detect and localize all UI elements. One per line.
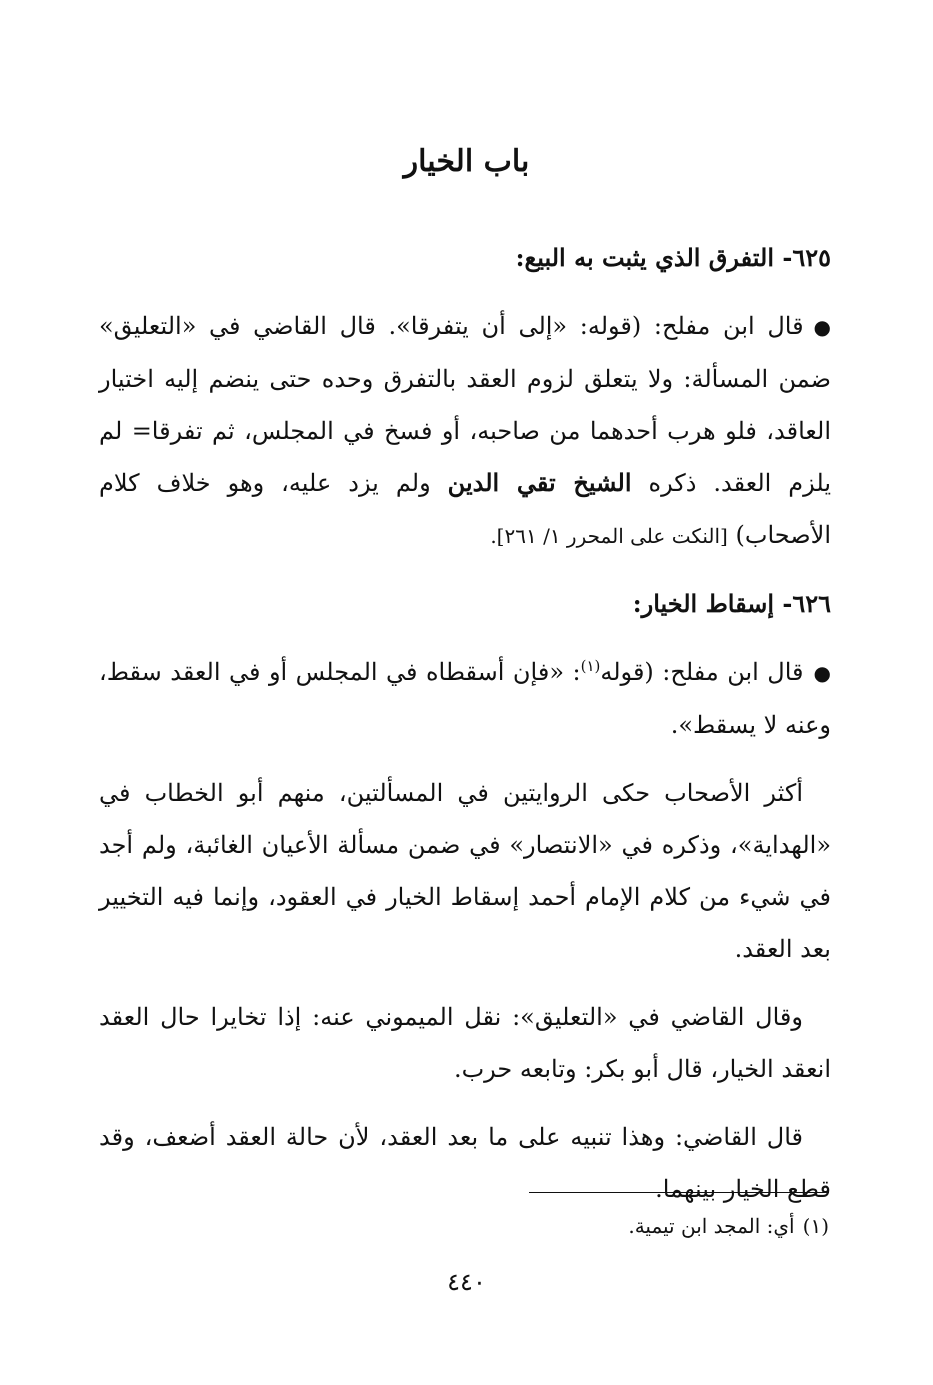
footnote-divider: [529, 1192, 829, 1193]
page-number: ٤٤٠: [447, 1268, 486, 1296]
sheikh-name: الشيخ تقي الدين: [447, 468, 632, 497]
paragraph-626-ashab: أكثر الأصحاب حكى الروايتين في المسألتين، منهم أبو الخطاب في «الهداية»، وذكره في «الانتصار» في ضمن مسألة الأعيان الغائبة، ولم أجد في شيء من كلام الإمام أحمد إسقاط الخيار في العقود، وإنما فيه التخيير بعد العقد.: [99, 779, 831, 963]
footnote: [99, 1208, 829, 1244]
bullet-icon: ●: [813, 661, 831, 685]
chapter-title: باب الخيار: [403, 144, 530, 179]
text-span: قال ابن مفلح: (قوله: «إلى أن يتفرقا». قال القاضي في «التعليق» ضمن المسألة: ولا يتعلق لزوم العقد بالتفرق وحده حتى ينضم إليه اختيار العاقد، فلو هرب أحدهما من صاحبه، أو فسخ في المجلس، ثم تفرقا= لم يلزم العقد. ذكره: [99, 312, 832, 497]
footnote-number: (١): [802, 1214, 829, 1238]
paragraph-626-qadi-tanbih: قال القاضي: وهذا تنبيه على ما بعد العقد، لأن حالة العقد أضعف، وقد قطع الخيار بينهما.: [99, 1123, 831, 1203]
section-heading-625: ٦٢٥- التفرق الذي يثبت به البيع:: [515, 243, 831, 272]
citation: [النكت على المحرر ١/ ٢٦١].: [490, 524, 728, 548]
paragraph-626-quote: [99, 646, 831, 751]
text-span: ولم يزد عليه، وهو خلاف كلام الأصحاب): [99, 469, 831, 549]
paragraph-625-quote: [99, 300, 831, 562]
bullet-icon: ●: [813, 315, 831, 339]
text-span: : «فإن أسقطاه في المجلس أو في العقد سقط، وعنه لا يسقط».: [99, 658, 831, 739]
text-span: قال ابن مفلح: (قوله: [600, 658, 804, 686]
footnote-text: أي: المجد ابن تيمية.: [628, 1214, 795, 1238]
paragraph-626-qadi-taliq: وقال القاضي في «التعليق»: نقل الميموني عنه: إذا تخايرا حال العقد انعقد الخيار، قال أبو بكر: وتابعه حرب.: [99, 1003, 831, 1083]
section-heading-626: ٦٢٦- إسقاط الخيار:: [632, 589, 831, 618]
main-text: [99, 232, 831, 1231]
footnote-ref[interactable]: (١): [580, 657, 601, 675]
